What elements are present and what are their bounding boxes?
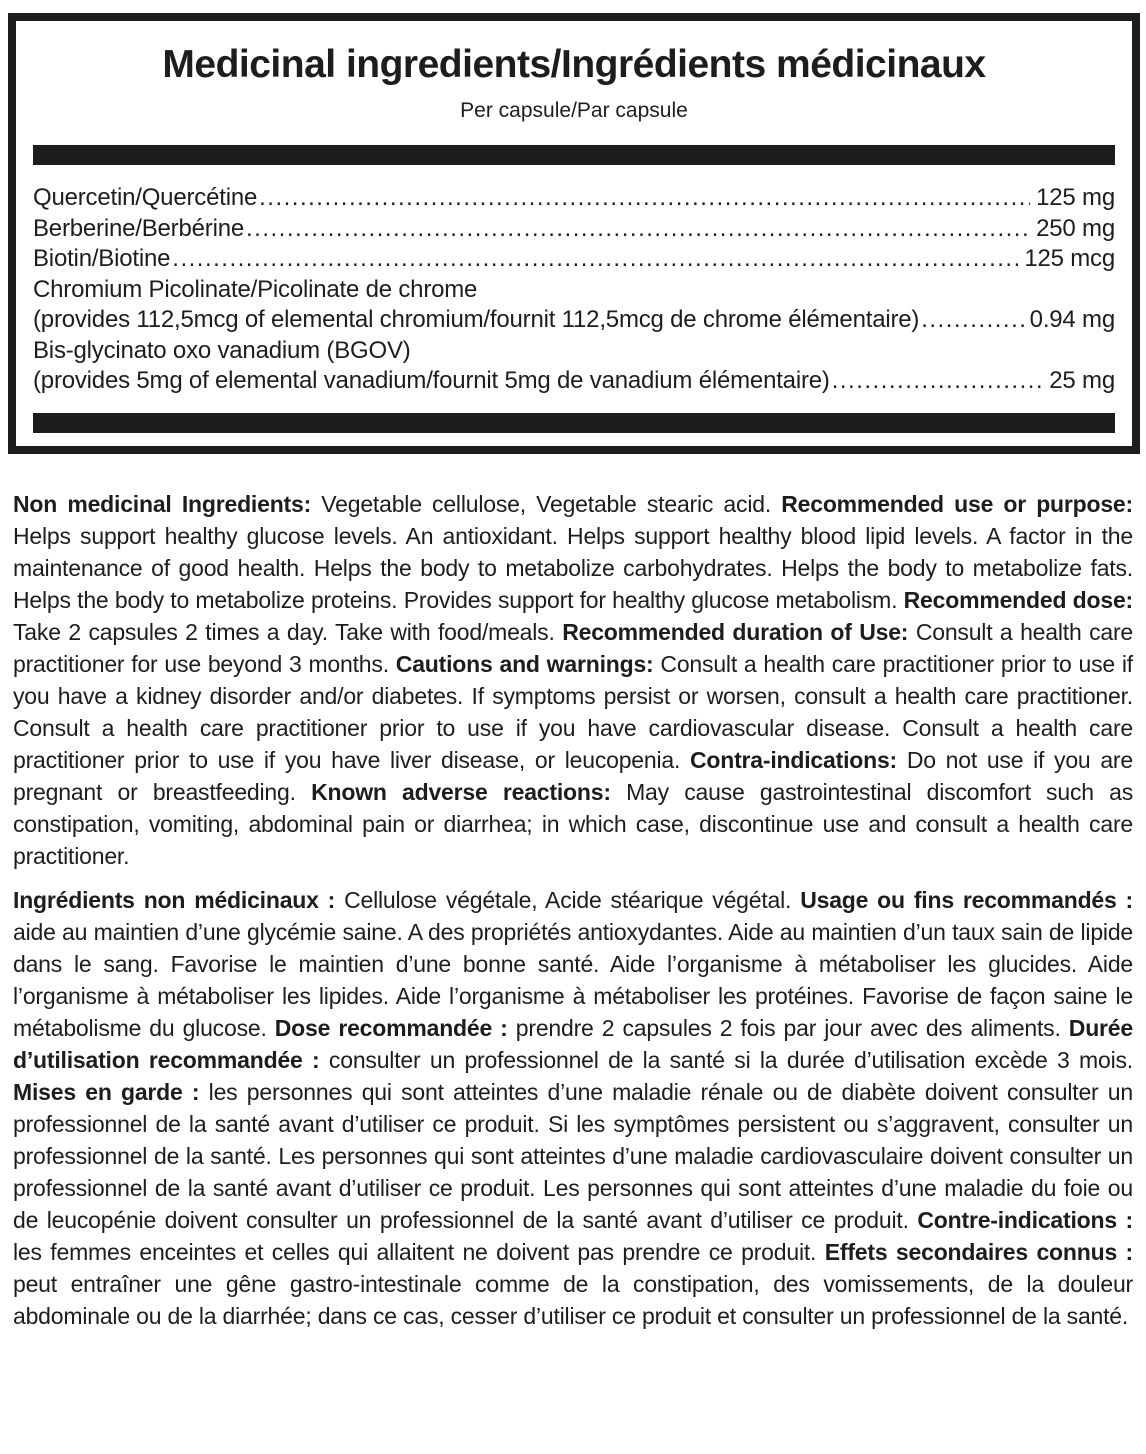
ingredient-name: (provides 5mg of elemental vanadium/fournit 5mg de vanadium élémentaire) bbox=[33, 367, 830, 394]
body-text: Do not use if you are pregnant or breastfeeding. bbox=[13, 746, 1133, 805]
ingredient-name: Bis-glycinato oxo vanadium (BGOV) bbox=[33, 336, 411, 364]
body-text: Helps support healthy glucose levels. An antioxidant. Helps support healthy blood lipid levels. A factor in the maintenance of good health. Helps the body to metabolize carbohydrates. Helps the body to metabolize fats. Helps the body to metabolize proteins. Provides support for healthy glucose metabolism. bbox=[13, 522, 1133, 613]
dot-leader bbox=[259, 183, 1030, 214]
body-text: peut entraîner une gêne gastro-intestinale comme de la constipation, des vomissements, de la douleur abdominale ou de la diarrhée; dans ce cas, cesser d’utiliser ce produit et consulter un professionnel de la santé. bbox=[13, 1270, 1133, 1329]
ingredient-name: Biotin/Biotine bbox=[33, 245, 171, 272]
ingredient-row bbox=[33, 366, 1115, 397]
body-text: Vegetable cellulose, Vegetable stearic acid. bbox=[321, 490, 782, 517]
divider-bar-bottom bbox=[33, 413, 1115, 433]
panel-title: Medicinal ingredients/Ingrédients médicinaux bbox=[162, 43, 986, 86]
ingredient-name: Berberine/Berbérine bbox=[33, 214, 244, 242]
inline-section-heading: Known adverse reactions: bbox=[311, 778, 627, 805]
body-text: consulter un professionnel de la santé si la durée d’utilisation excède 3 mois. bbox=[328, 1046, 1133, 1073]
ingredient-row bbox=[33, 183, 1115, 214]
body-text: les personnes qui sont atteintes d’une maladie rénale ou de diabète doivent consulter un professionnel de la santé avant d’utiliser ce produit. Si les symptômes persistent ou s’aggravent, consulter un professionnel de la santé. Les personnes qui sont atteintes d’une maladie cardiovasculaire doivent consulter un professionnel de la santé avant d’utiliser ce produit. Les personnes qui sont atteintes d’une maladie du foie ou de leucopénie doivent consulter un professionnel de la santé avant d’utiliser ce produit. bbox=[13, 1078, 1133, 1233]
dot-leader bbox=[832, 366, 1044, 397]
ingredient-row bbox=[33, 305, 1115, 336]
ingredient-row bbox=[33, 214, 1115, 245]
inline-section-heading: Contre-indications : bbox=[917, 1206, 1133, 1233]
body-text: prendre 2 capsules 2 fois par jour avec des aliments. bbox=[515, 1014, 1069, 1041]
inline-section-heading: Ingrédients non médicinaux : bbox=[13, 886, 345, 913]
inline-section-heading: Recommended dose: bbox=[903, 586, 1133, 613]
french-info-paragraph bbox=[13, 884, 1133, 1332]
body-text: Cellulose végétale, Acide stéarique végétal. bbox=[344, 886, 801, 913]
body-text: Consult a health care practitioner prior to use if you have a kidney disorder and/or diabetes. If symptoms persist or worsen, consult a health care practitioner. Consult a health care practitioner prior to use if you have cardiovascular disease. Consult a health care practitioner prior to use if you have liver disease, or leucopenia. bbox=[13, 650, 1133, 773]
dot-leader bbox=[172, 244, 1018, 275]
medicinal-ingredients-panel bbox=[8, 13, 1140, 454]
dot-leader bbox=[246, 214, 1030, 245]
body-text: Take 2 capsules 2 times a day. Take with food/meals. bbox=[13, 618, 563, 645]
ingredient-row bbox=[33, 244, 1115, 275]
inline-section-heading: Mises en garde : bbox=[13, 1078, 209, 1105]
ingredient-row bbox=[33, 275, 1115, 306]
inline-section-heading: Dose recommandée : bbox=[274, 1014, 516, 1041]
inline-section-heading: Usage ou fins recommandés : bbox=[800, 886, 1134, 913]
body-text: Consult a health care practitioner for use beyond 3 months. bbox=[13, 618, 1134, 677]
inline-section-heading: Effets secondaires connus : bbox=[824, 1238, 1133, 1265]
ingredient-list bbox=[33, 183, 1115, 397]
panel-subtitle: Per capsule/Par capsule bbox=[460, 99, 688, 122]
ingredient-row bbox=[33, 336, 1115, 367]
inline-section-heading: Contra-indications: bbox=[689, 746, 907, 773]
inline-section-heading: Cautions and warnings: bbox=[395, 650, 661, 677]
ingredient-name: Chromium Picolinate/Picolinate de chrome bbox=[33, 275, 478, 303]
inline-section-heading: Non medicinal Ingredients: bbox=[13, 490, 322, 517]
inline-section-heading: Recommended duration of Use: bbox=[562, 618, 916, 645]
body-text: May cause gastrointestinal discomfort such as constipation, vomiting, abdominal pain or diarrhea; in which case, discontinue use and consult a health care practitioner. bbox=[13, 778, 1134, 869]
body-text: aide au maintien d’une glycémie saine. A des propriétés antioxydantes. Aide au maintien d’un taux sain de lipide dans le sang. Favorise le maintien d’une bonne santé. Aide l’organisme à métaboliser les glucides. Aide l’organisme à métaboliser les lipides. Aide l’organisme à métaboliser les protéines. Favorise de façon saine le métabolisme du glucose. bbox=[13, 918, 1133, 1041]
ingredient-amount: 125 mcg bbox=[1024, 245, 1115, 272]
ingredient-name: (provides 112,5mcg of elemental chromium/fournit 112,5mcg de chrome élémentaire) bbox=[33, 306, 920, 333]
divider-bar-top bbox=[33, 145, 1115, 165]
ingredient-name: Quercetin/Quercétine bbox=[33, 184, 258, 211]
label-body-copy bbox=[13, 488, 1133, 1332]
inline-section-heading: Recommended use or purpose: bbox=[781, 490, 1133, 517]
dot-leader bbox=[921, 305, 1023, 336]
ingredient-amount: 125 mg bbox=[1036, 184, 1115, 211]
english-info-paragraph bbox=[13, 488, 1133, 872]
ingredient-amount: 25 mg bbox=[1049, 367, 1115, 394]
ingredient-amount: 250 mg bbox=[1036, 214, 1115, 242]
ingredient-amount: 0.94 mg bbox=[1029, 306, 1115, 333]
inline-section-heading: Durée d’utilisation recommandée : bbox=[13, 1014, 1133, 1073]
body-text: les femmes enceintes et celles qui allaitent ne doivent pas prendre ce produit. bbox=[13, 1238, 825, 1265]
